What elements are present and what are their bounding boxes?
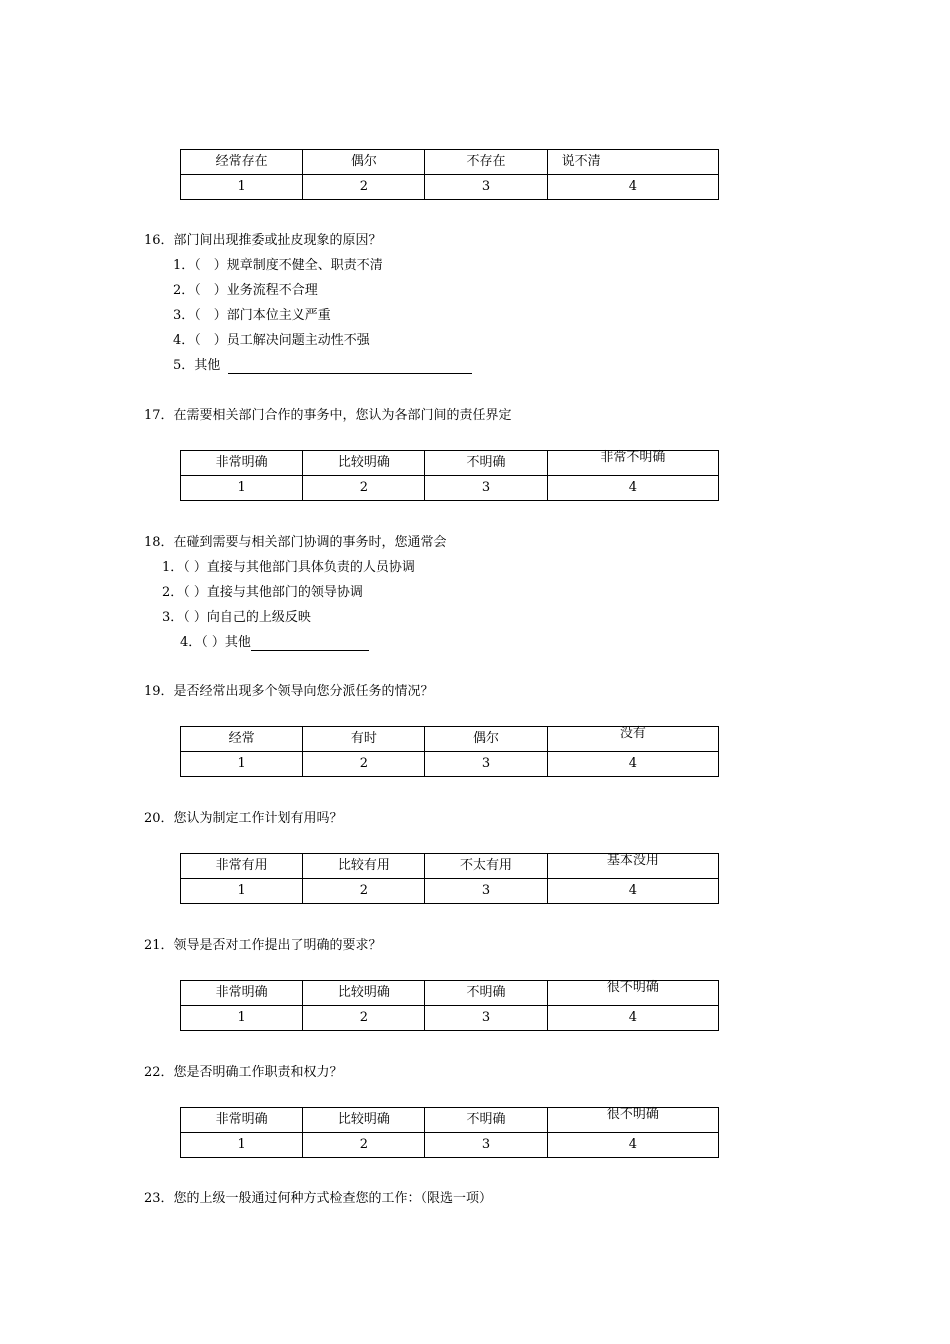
- scale-value-row: [181, 1006, 719, 1031]
- scale-value: 4: [547, 879, 718, 904]
- scale-value: 3: [425, 1006, 547, 1031]
- q18-option[interactable]: 1．（ ）直接与其他部门具体负责的人员协调: [162, 560, 415, 575]
- scale-header: 非常明确: [181, 1108, 303, 1133]
- scale-value: 3: [425, 175, 547, 200]
- scale-header-row: [181, 727, 719, 752]
- scale-header: 不明确: [425, 451, 547, 476]
- q23-title: 23．您的上级一般通过何种方式检查您的工作：（限选一项）: [144, 1191, 493, 1206]
- q16-other[interactable]: [173, 354, 472, 374]
- scale-value: 1: [181, 1133, 303, 1158]
- q16-option[interactable]: 3．（ ）部门本位主义严重: [173, 308, 331, 323]
- scale-value: 3: [425, 879, 547, 904]
- scale-header: 非常明确: [181, 981, 303, 1006]
- scale-header-row: [181, 1108, 719, 1133]
- q17-scale-table: [180, 450, 719, 501]
- q19-title: 19．是否经常出现多个领导向您分派任务的情况？: [144, 684, 434, 699]
- scale-header: 说不清: [547, 150, 718, 175]
- q18-other[interactable]: [180, 631, 369, 651]
- q21-scale-table: [180, 980, 719, 1031]
- scale-header: 比较明确: [303, 1108, 425, 1133]
- q16-other-label: 5．其他: [173, 358, 221, 373]
- scale-value: 3: [425, 1133, 547, 1158]
- scale-value: 2: [303, 752, 425, 777]
- scale-header: 非常有用: [181, 854, 303, 879]
- scale-value: 2: [303, 476, 425, 501]
- scale-header-row: [181, 150, 719, 175]
- scale-header: 非常明确: [181, 451, 303, 476]
- q18-option[interactable]: 2．（ ）直接与其他部门的领导协调: [162, 585, 363, 600]
- scale-value-row: [181, 879, 719, 904]
- q16-title: 16．部门间出现推委或扯皮现象的原因？: [144, 233, 382, 248]
- q18-other-label: 4．（ ）其他: [180, 635, 251, 650]
- scale-value: 1: [181, 175, 303, 200]
- scale-header: 有时: [303, 727, 425, 752]
- scale-header: 不明确: [425, 981, 547, 1006]
- scale-value: 4: [547, 175, 718, 200]
- scale-header: 比较明确: [303, 981, 425, 1006]
- scale-header: 比较明确: [303, 451, 425, 476]
- scale-value: 3: [425, 476, 547, 501]
- scale-header: 比较有用: [303, 854, 425, 879]
- scale-value: 1: [181, 752, 303, 777]
- q21-title: 21．领导是否对工作提出了明确的要求？: [144, 938, 382, 953]
- q16-option[interactable]: 4．（ ）员工解决问题主动性不强: [173, 333, 370, 348]
- scale-value: 1: [181, 879, 303, 904]
- scale-value: 4: [547, 1006, 718, 1031]
- scale-header: 不明确: [425, 1108, 547, 1133]
- scale-header: 没有: [547, 727, 718, 752]
- scale-value: 4: [547, 752, 718, 777]
- scale-value: 1: [181, 476, 303, 501]
- scale-header: 经常: [181, 727, 303, 752]
- scale-value: 2: [303, 175, 425, 200]
- scale-header: 不太有用: [425, 854, 547, 879]
- scale-header: 非常不明确: [547, 451, 718, 476]
- scale-header: 基本没用: [547, 854, 718, 879]
- scale-value: 2: [303, 879, 425, 904]
- scale-header: 经常存在: [181, 150, 303, 175]
- scale-value-row: [181, 752, 719, 777]
- q20-scale-table: [180, 853, 719, 904]
- q22-title: 22．您是否明确工作职责和权力？: [144, 1065, 343, 1080]
- scale-value-row: [181, 476, 719, 501]
- q18-option[interactable]: 3．（ ）向自己的上级反映: [162, 610, 311, 625]
- q16-option[interactable]: 2．（ ）业务流程不合理: [173, 283, 318, 298]
- scale-header: 不存在: [425, 150, 547, 175]
- q19-scale-table: [180, 726, 719, 777]
- q22-scale-table: [180, 1107, 719, 1158]
- q20-title: 20．您认为制定工作计划有用吗？: [144, 811, 343, 826]
- q16-other-blank[interactable]: [228, 358, 472, 374]
- scale-header: 偶尔: [303, 150, 425, 175]
- scale-header: 偶尔: [425, 727, 547, 752]
- q17-title: 17．在需要相关部门合作的事务中，您认为各部门间的责任界定: [144, 408, 512, 423]
- q15-scale-table: [180, 149, 719, 200]
- scale-value: 1: [181, 1006, 303, 1031]
- scale-value: 3: [425, 752, 547, 777]
- scale-value: 4: [547, 1133, 718, 1158]
- scale-value: 4: [547, 476, 718, 501]
- scale-header: 很不明确: [547, 1108, 718, 1133]
- scale-header-row: [181, 981, 719, 1006]
- q18-title: 18．在碰到需要与相关部门协调的事务时，您通常会: [144, 535, 447, 550]
- scale-value-row: [181, 175, 719, 200]
- scale-header-row: [181, 854, 719, 879]
- scale-value: 2: [303, 1006, 425, 1031]
- scale-header-row: [181, 451, 719, 476]
- scale-header: 很不明确: [547, 981, 718, 1006]
- q18-other-blank[interactable]: [251, 635, 369, 651]
- scale-value-row: [181, 1133, 719, 1158]
- scale-value: 2: [303, 1133, 425, 1158]
- q16-option[interactable]: 1．（ ）规章制度不健全、职责不清: [173, 258, 383, 273]
